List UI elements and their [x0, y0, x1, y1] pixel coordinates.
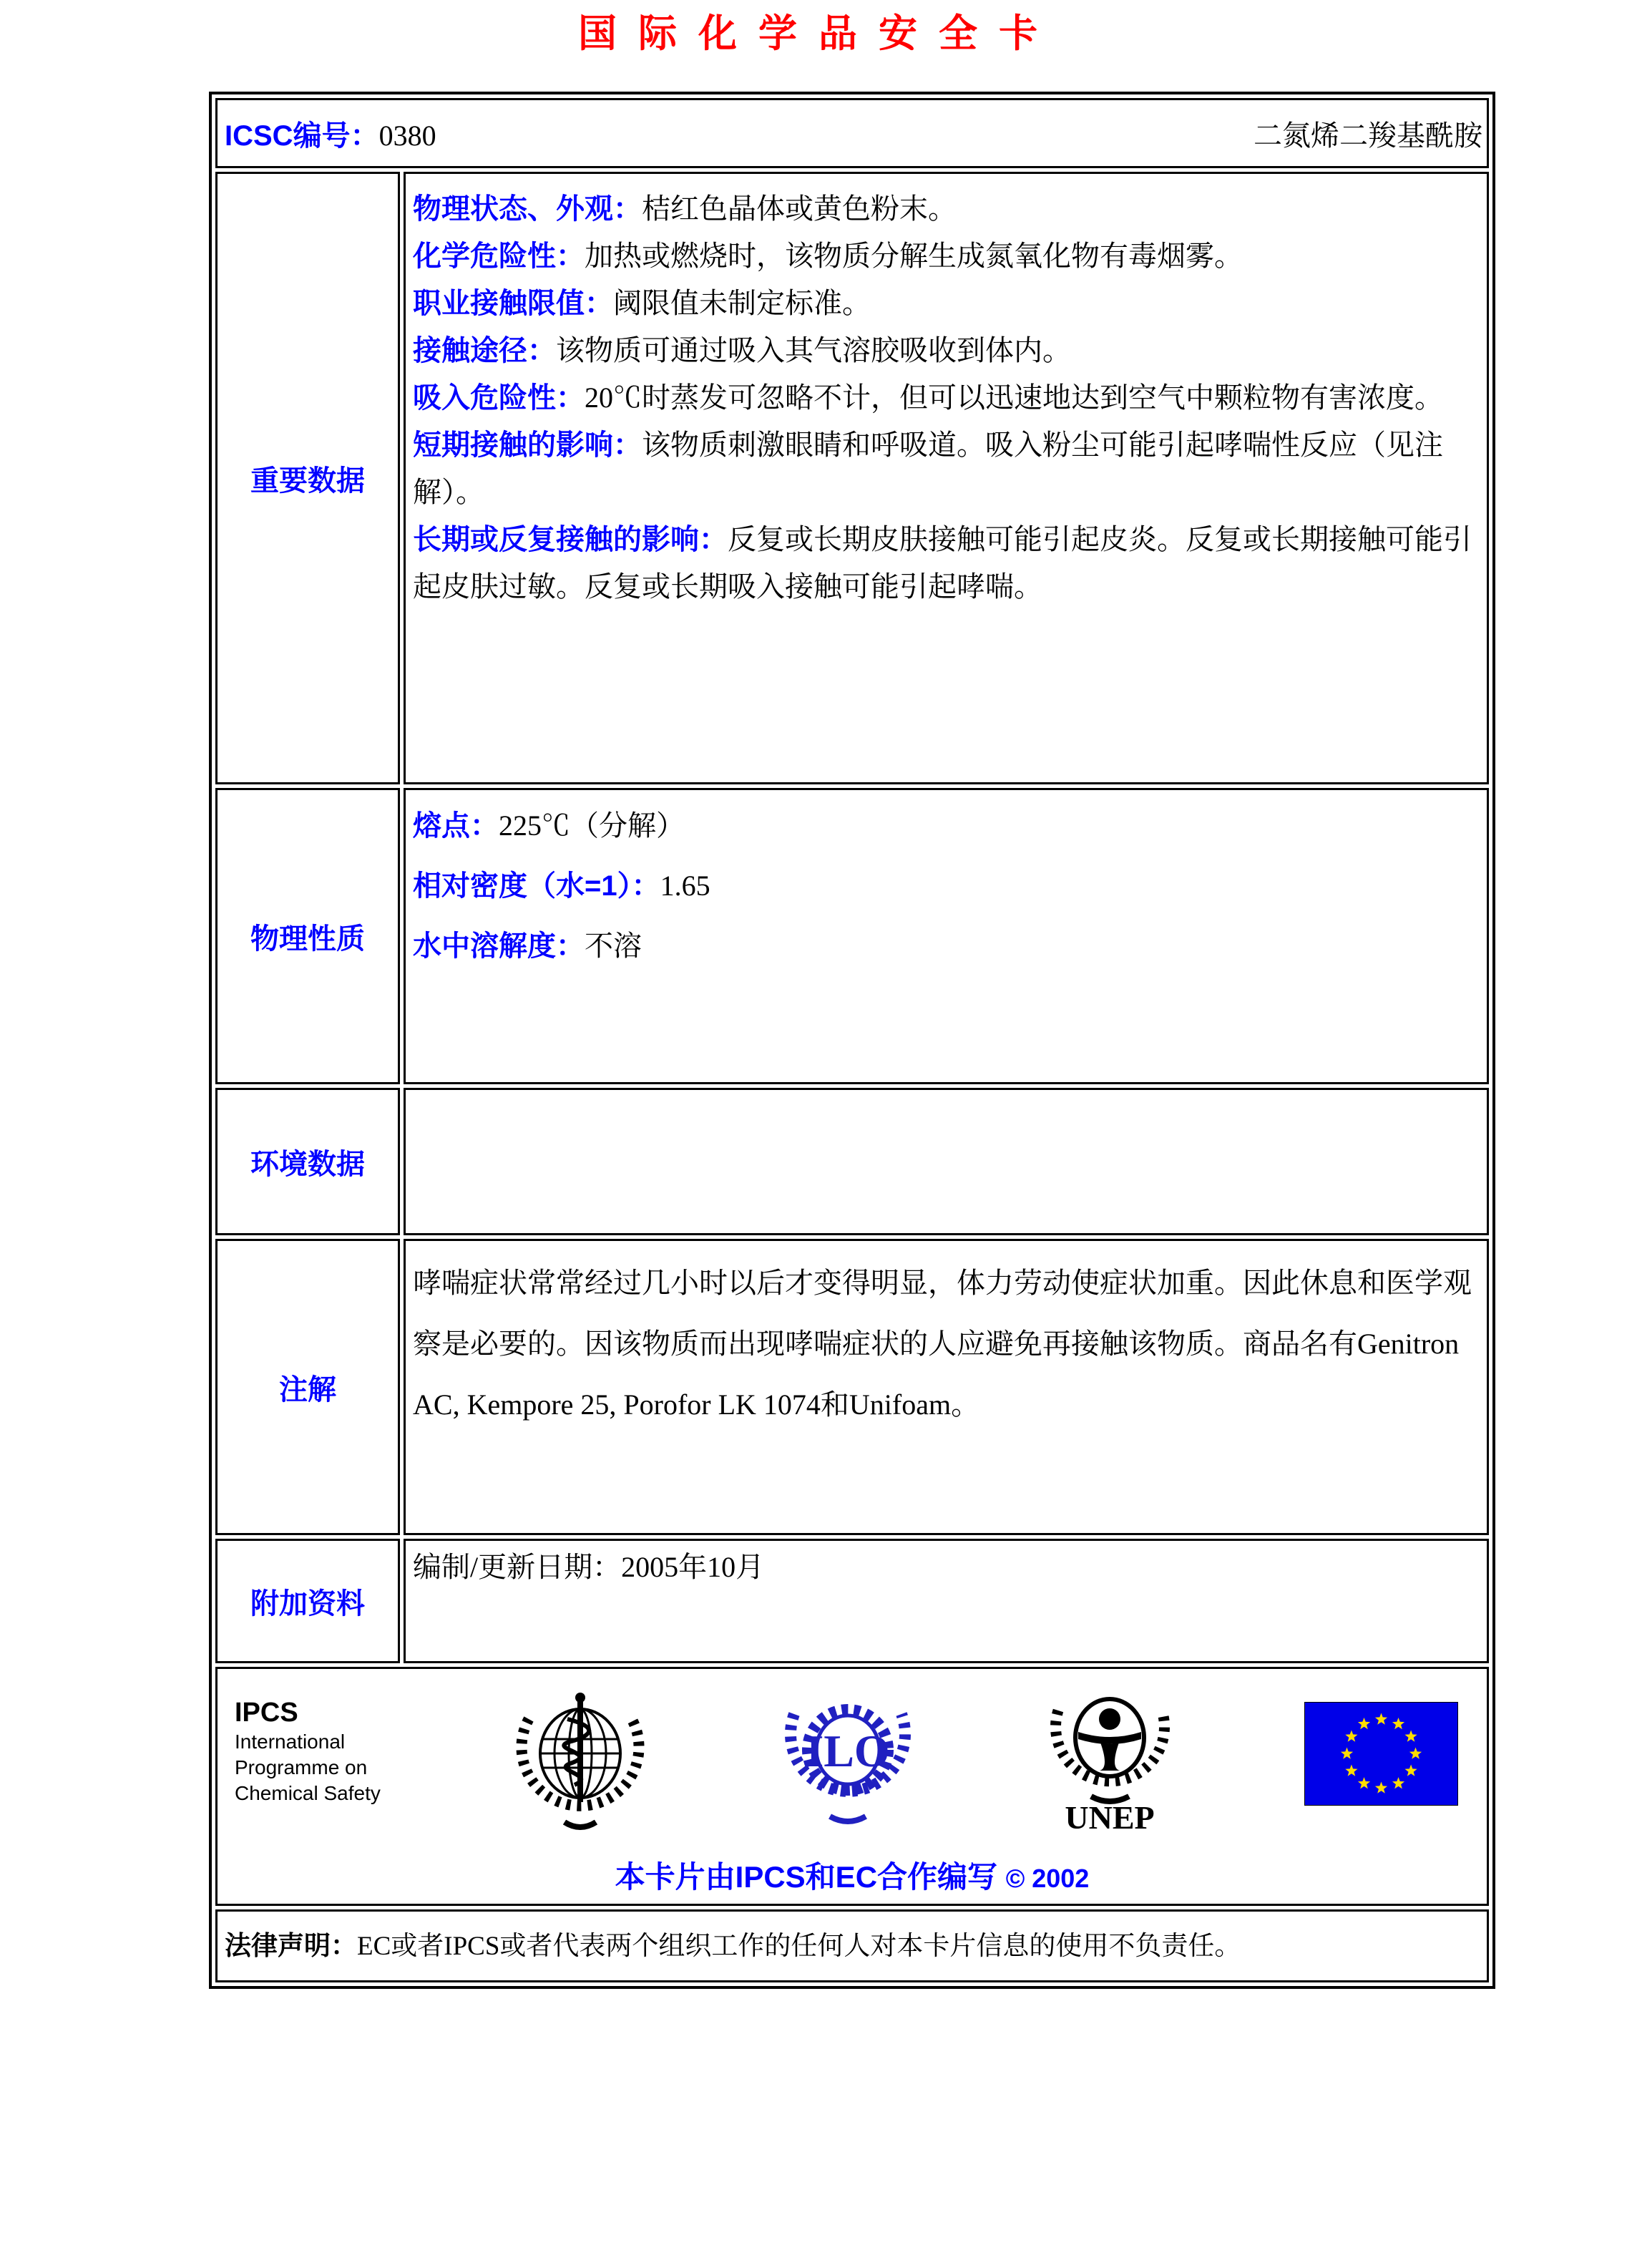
section-content-additional-info	[404, 1539, 1489, 1663]
ilo-logo-text: ILO	[806, 1726, 890, 1776]
important-data-item: 化学危险性：加热或燃烧时，该物质分解生成氮氧化物有毒烟雾。	[413, 240, 1243, 272]
icsc-number-value: 0380	[378, 119, 436, 152]
section-content-physical-properties	[404, 788, 1489, 1084]
physical-property-item: 相对密度（水=1）：1.65	[413, 870, 710, 902]
ilo-logo-icon	[780, 1682, 916, 1832]
legal-text: EC或者IPCS或者代表两个组织工作的任何人对本卡片信息的使用不负责任。	[357, 1931, 1241, 1961]
section-content-environmental-data	[404, 1088, 1489, 1235]
icsc-card-table	[209, 92, 1495, 1989]
section-label-environmental-data: 环境数据	[215, 1088, 400, 1235]
legal-row	[215, 1909, 1489, 1982]
card-header-cell	[215, 98, 1489, 168]
notes-text: 哮喘症状常常经过几小时以后才变得明显，体力劳动使症状加重。因此休息和医学观察是必要的。因该物质而出现哮喘症状的人应避免再接触该物质。商品名有Genitron AC, Kempore 25, Porofor LK 1074和Unifoam。	[413, 1267, 1472, 1421]
section-label-important-data: 重要数据	[215, 172, 400, 784]
credit-line: 本卡片由IPCS和EC合作编写 © 2002	[615, 1860, 1090, 1894]
ipcs-acronym: IPCS	[235, 1698, 298, 1728]
who-logo-icon	[509, 1682, 652, 1839]
physical-property-item: 水中溶解度：不溶	[413, 930, 642, 962]
section-content-notes	[404, 1239, 1489, 1535]
physical-property-item: 熔点：225℃（分解）	[413, 809, 685, 842]
section-content-important-data	[404, 172, 1489, 784]
update-date: 编制/更新日期：2005年10月	[413, 1551, 765, 1583]
logos-row	[215, 1667, 1489, 1906]
section-label-additional-info: 附加资料	[215, 1539, 400, 1663]
unep-logo-icon	[1044, 1682, 1176, 1839]
section-label-notes: 注解	[215, 1239, 400, 1535]
important-data-item: 短期接触的影响：该物质刺激眼睛和呼吸道。吸入粉尘可能引起哮喘性反应（见注解）。	[413, 429, 1443, 508]
icsc-number-label: ICSC编号：	[225, 120, 379, 152]
icsc-number	[225, 113, 436, 154]
eu-flag-icon	[1304, 1682, 1458, 1809]
legal-label: 法律声明：	[225, 1930, 357, 1960]
important-data-item: 吸入危险性：20℃时蒸发可忽略不计，但可以迅速地达到空气中颗粒物有害浓度。	[413, 381, 1443, 414]
chemical-name: 二氮烯二羧基酰胺	[1254, 119, 1482, 152]
page-title: 国际化学品安全卡	[578, 12, 1059, 55]
ipcs-text-block: IPCS International Programme on Chemical Safety	[235, 1698, 381, 1804]
unep-logo-text: UNEP	[1065, 1799, 1155, 1836]
important-data-item: 长期或反复接触的影响：反复或长期皮肤接触可能引起皮炎。反复或长期接触可能引起皮肤过敏。反复或长期吸入接触可能引起哮喘。	[413, 523, 1472, 603]
important-data-item: 职业接触限值：阈限值未制定标准。	[413, 287, 871, 319]
important-data-item: 接触途径：该物质可通过吸入其气溶胶吸收到体内。	[413, 334, 1071, 366]
important-data-item: 物理状态、外观：桔红色晶体或黄色粉末。	[413, 193, 957, 225]
copyright: © 2002	[1005, 1864, 1090, 1893]
section-label-physical-properties: 物理性质	[215, 788, 400, 1084]
